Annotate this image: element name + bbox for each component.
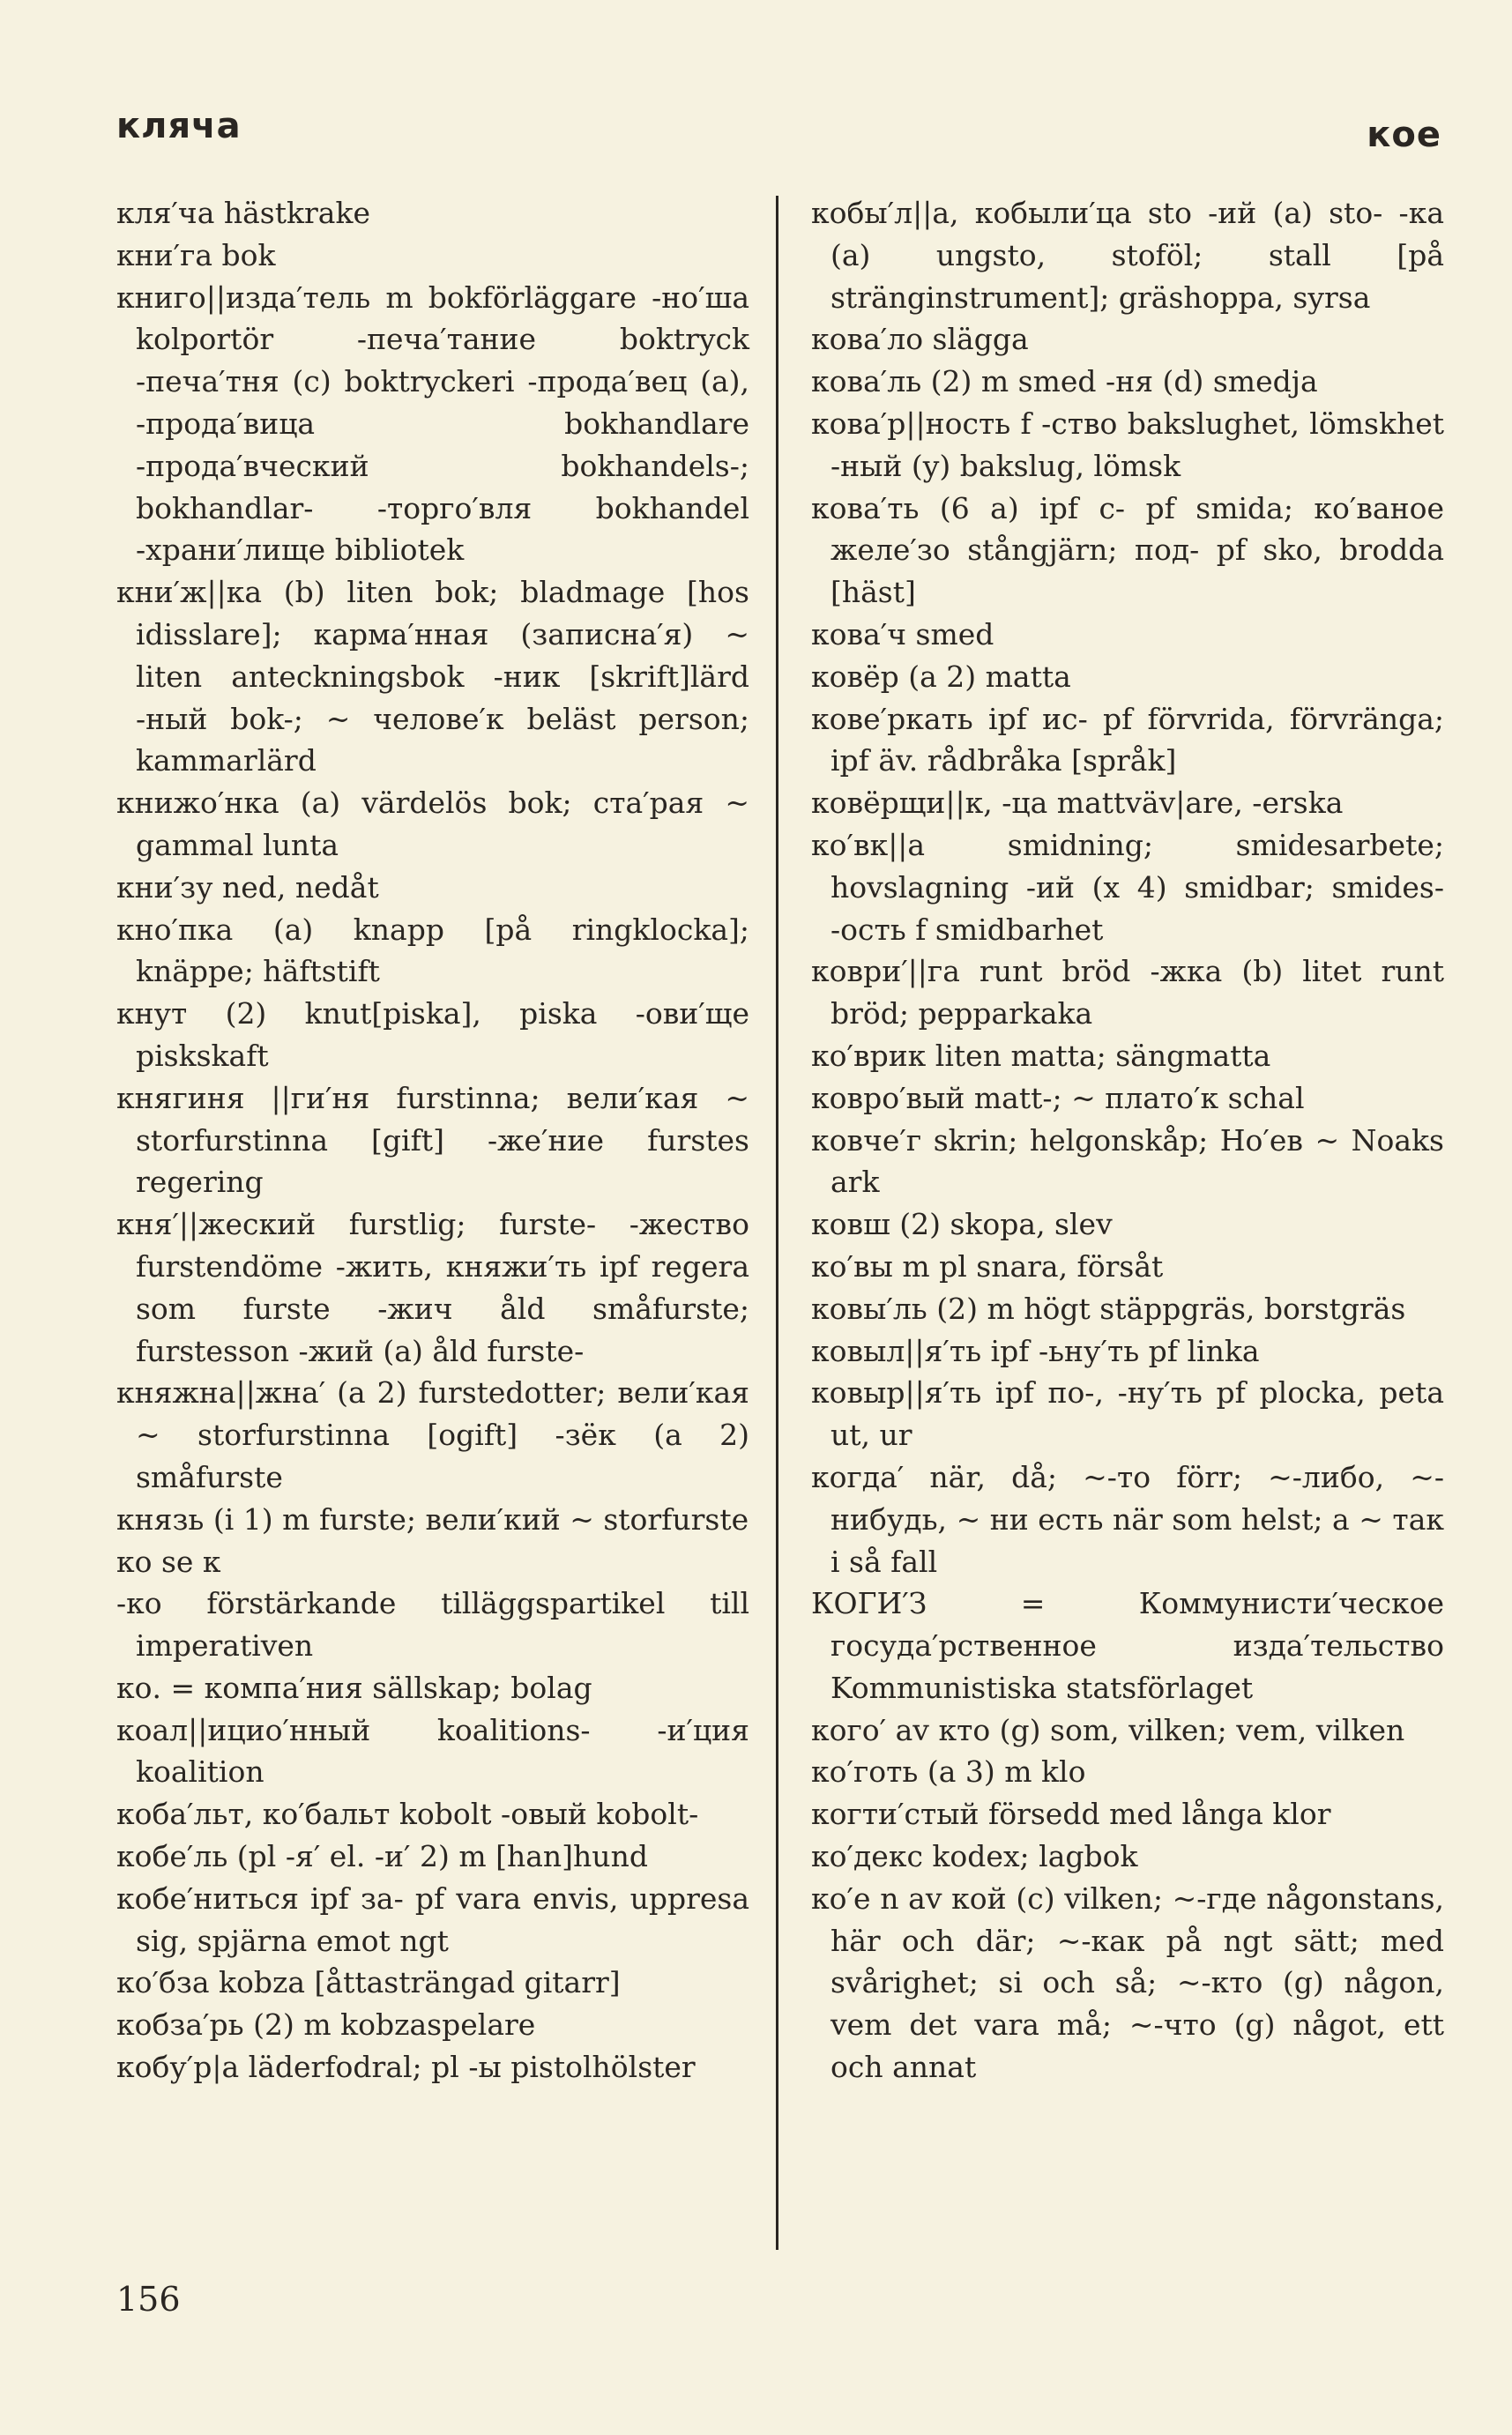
running-head-right: кое	[1367, 115, 1441, 155]
entry: когда′ när, då; ~-то förr; ~-либо, ~-нибудь, ~ ни есть när som helst; а ~ так i så fall	[811, 1459, 1444, 1579]
entry: ко′декс kodex; lagbok	[811, 1839, 1138, 1874]
entry: ко. = компа′ния sällskap; bolag	[116, 1670, 592, 1705]
entry: кобу′р|а läderfodral; pl -ы pistolhölster	[116, 2050, 696, 2085]
entry: книго||изда′тель m bokförläggare -но′ша kolportör -печа′тание boktryck -печа′тня (c) boktryckeri -прода′вец (a), -прода′вица bokhandlare -прода′вческий bokhandels-; bokhandlar- -торго′вля bokhandel -храни′лище bibliotek	[116, 279, 749, 568]
entry: кобза′рь (2) m kobzaspelare	[116, 2007, 536, 2043]
entry: кни′зу ned, nedåt	[116, 869, 379, 905]
page-number: 156	[116, 2280, 181, 2319]
entry: коал||ицио′нный koalitions- -и′ция koalition	[116, 1712, 749, 1790]
entry: ковш (2) skopa, slev	[811, 1207, 1113, 1242]
entry: кова′ч smed	[811, 616, 994, 652]
entry: кове′ркать ipf ис- pf förvrida, förvränga; ipf äv. rådbråka [språk]	[811, 701, 1444, 778]
entry: кова′ло slägga	[811, 322, 1029, 357]
entry: кнут (2) knut[piska], piska -ови′ще piskskaft	[116, 996, 749, 1073]
entry: КОГИ′З = Коммунисти′ческое госуда′рственное изда′тельство Kommunistiska statsförlaget	[811, 1586, 1444, 1705]
entry: кова′ть (6 a) ipf с- pf smida; ко′ваное желе′зо stångjärn; под- pf sko, brodda [häst]	[811, 490, 1444, 610]
right-column	[811, 192, 1444, 2089]
entry: коба′льт, ко′бальт kobolt -овый kobolt-	[116, 1797, 699, 1832]
entry: ко′вк||а smidning; smidesarbete; hovslagning -ий (x 4) smidbar; smides- -ость f smidbarhet	[811, 827, 1444, 947]
entry: кня′||жеский furstlig; furste- -жество furstendöme -жить, княжи′ть ipf regera som furste -жич åld småfurste; furstesson -жий (a) åld furste-	[116, 1207, 749, 1368]
entry: княжна||жна′ (a 2) furstedotter; вели′кая ~ storfurstinna [ogift] -зёк (a 2) småfurste	[116, 1375, 749, 1494]
entry: кова′р||ность f -ство bakslughet, lömskhet -ный (y) bakslug, lömsk	[811, 406, 1444, 483]
entry: ковче′г skrin; helgonskåp; Но′ев ~ Noaks ark	[811, 1122, 1444, 1200]
entry: книжо′нка (a) värdelös bok; ста′рая ~ gammal lunta	[116, 786, 749, 862]
entry: кно′пка (a) knapp [på ringklocka]; knäppe; häftstift	[116, 912, 749, 989]
entry: кого′ av кто (g) som, vilken; vem, vilken	[811, 1712, 1405, 1747]
left-column	[116, 192, 749, 2089]
entry: ко′врик liten matta; sängmatta	[811, 1038, 1271, 1073]
entry: кобы′л||а, кобыли′ца sto -ий (a) sto- -ка (a) ungsto, stoföl; stall [på stränginstrument]; gräshoppa, syrsa	[811, 196, 1444, 315]
entry: кова′ль (2) m smed -ня (d) smedja	[811, 364, 1318, 399]
running-head-left: кляча	[116, 106, 242, 146]
entry: ковы′ль (2) m högt stäppgräs, borstgräs	[811, 1291, 1406, 1326]
entry: ко′вы m pl snara, försåt	[811, 1248, 1164, 1284]
entry: кля′ча hästkrake	[116, 196, 370, 230]
entry: кни′ж||ка (b) liten bok; bladmage [hos idisslare]; карма′нная (записна′я) ~ liten anteckningsbok -ник [skrift]lärd -ный bok-; ~ челове′к beläst person; kammarlärd	[116, 575, 749, 778]
entry: ковёр (a 2) matta	[811, 659, 1071, 694]
entry: ковыл||я′ть ipf -ьну′ть pf linka	[811, 1333, 1260, 1368]
entry: коври′||га runt bröd -жка (b) litet runt bröd; pepparkaka	[811, 954, 1444, 1031]
entry: ко′готь (a 3) m klo	[811, 1754, 1086, 1790]
entry: кобе′ль (pl -я′ el. -и′ 2) m [han]hund	[116, 1839, 648, 1874]
entry: ко′бза kobza [åttasträngad gitarr]	[116, 1965, 621, 2000]
entry: ковёрщи||к, -ца mattväv|are, -erska	[811, 786, 1344, 821]
entry: ковыр||я′ть ipf по-, -ну′ть pf plocka, peta ut, ur	[811, 1375, 1444, 1453]
entry: кни′га bok	[116, 237, 276, 272]
entry: когти′стый försedd med långa klor	[811, 1797, 1331, 1832]
entry: ковро′вый matt-; ~ плато′к schal	[811, 1080, 1305, 1115]
entry: князь (i 1) m furste; вели′кий ~ storfurste	[116, 1501, 749, 1537]
entry: кобе′ниться ipf за- pf vara envis, uppresa sig, spjärna emot ngt	[116, 1880, 749, 1958]
entry: -ко förstärkande tilläggspartikel till imperativen	[116, 1586, 749, 1664]
entry: ко se к	[116, 1544, 221, 1579]
entry: княгиня ||ги′ня furstinna; вели′кая ~ storfurstinna [gift] -же′ние furstes regering	[116, 1080, 749, 1200]
entry: ко′е n av кой (c) vilken; ~-где någonstans, här och där; ~-как på ngt sätt; med svårighet; si och så; ~-кто (g) någon, vem det vara må; ~-что (g) något, ett och annat	[811, 1880, 1444, 2085]
column-divider	[776, 196, 778, 2250]
